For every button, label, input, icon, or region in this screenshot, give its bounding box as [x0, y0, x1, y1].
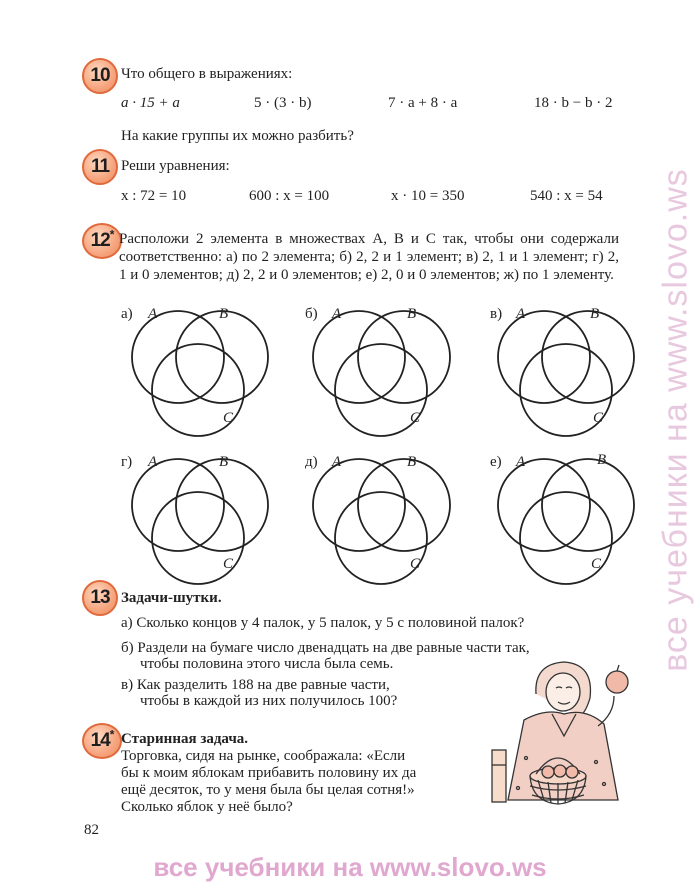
- venn-f-set-c: C: [591, 556, 602, 572]
- venn-f-label: е): [490, 454, 502, 470]
- expression-2: 5 · (3 · b): [254, 95, 312, 111]
- problem-14-badge: 14*: [82, 723, 122, 759]
- problem-11-badge: 11: [82, 149, 118, 185]
- venn-b: [313, 311, 450, 436]
- venn-a-set-a: A: [148, 306, 158, 322]
- venn-e-set-a: A: [332, 454, 342, 470]
- venn-e-set-b: B: [407, 454, 417, 470]
- problem-14-line3: ещё десяток, то у меня была бы целая сотня!»: [121, 782, 415, 798]
- problem-13-badge: 13: [82, 580, 118, 616]
- venn-c-label: в): [490, 306, 503, 322]
- problem-12-badge: 12*: [82, 223, 122, 259]
- venn-a-label: а): [121, 306, 133, 322]
- venn-d-set-c: C: [223, 556, 234, 572]
- venn-a-set-b: B: [219, 306, 229, 322]
- venn-a: [132, 311, 268, 436]
- problem-11-instruction: Реши уравнения:: [121, 158, 230, 174]
- venn-b-set-a: A: [332, 306, 342, 322]
- problem-12-text: Расположи 2 элемента в множествах A, B и C так, чтобы они содержали соответственно: а) по 2 элемента; б) 2, 2 и 1 элемент; в) 2, 1 и 1 элемент; г) 2, 1 и 0 элементов; д) 2, 2 и 0 элементов; е) 2, 0 и 0 элементов; ж) по 1 элементу.: [119, 231, 619, 283]
- expression-3: 7 · a + 8 · a: [388, 95, 458, 111]
- venn-c-set-b: B: [590, 306, 600, 322]
- problem-10-followup: На какие группы их можно разбить?: [121, 128, 354, 144]
- equation-2: 600 : x = 100: [249, 188, 330, 204]
- watermark-vertical: все учебники на www.slovo.ws: [656, 168, 695, 672]
- venn-c-set-a: A: [516, 306, 526, 322]
- problem-14-line2: бы к моим яблокам прибавить половину их да: [121, 765, 417, 781]
- equation-1: x : 72 = 10: [121, 188, 187, 204]
- problem-10-question: Что общего в выражениях:: [121, 66, 293, 82]
- venn-b-set-b: B: [407, 306, 417, 322]
- problem-13-part-c-line1: в) Как разделить 188 на две равные части,: [121, 677, 390, 693]
- venn-c-set-c: C: [593, 410, 604, 426]
- page-number: 82: [84, 822, 99, 838]
- venn-d: [132, 459, 268, 584]
- venn-d-label: г): [121, 454, 133, 470]
- problem-14-line1: Торговка, сидя на рынке, соображала: «Если: [121, 748, 406, 764]
- venn-c: [498, 311, 634, 436]
- equation-4: 540 : x = 54: [530, 188, 603, 204]
- venn-b-label: б): [305, 306, 318, 322]
- problem-13-part-b-line1: б) Раздели на бумаге число двенадцать на две равные части так,: [121, 640, 530, 656]
- venn-f: [498, 459, 634, 584]
- problem-13-part-b-line2: чтобы половина этого числа была семь.: [140, 656, 394, 672]
- venn-e-label: д): [305, 454, 318, 470]
- venn-e-set-c: C: [410, 556, 421, 572]
- venn-d-set-a: A: [148, 454, 158, 470]
- problem-14-title: Старинная задача.: [121, 731, 249, 747]
- problem-13-part-c-line2: чтобы в каждой из них получилось 100?: [140, 693, 398, 709]
- problem-13-part-a: а) Сколько концов у 4 палок, у 5 палок, у 5 с половиной палок?: [121, 615, 525, 631]
- expression-1: a · 15 + a: [121, 95, 180, 111]
- venn-d-set-b: B: [219, 454, 229, 470]
- watermark-bottom: все учебники на www.slovo.ws: [153, 852, 547, 882]
- equation-3: x · 10 = 350: [391, 188, 465, 204]
- problem-10-badge: 10: [82, 58, 118, 94]
- venn-e: [313, 459, 450, 584]
- problem-13-title: Задачи-шутки.: [121, 590, 222, 606]
- venn-f-set-b: B: [597, 452, 607, 468]
- problem-14-line4: Сколько яблок у неё было?: [121, 799, 293, 815]
- venn-f-set-a: A: [516, 454, 526, 470]
- market-woman-illustration: [486, 650, 636, 810]
- venn-a-set-c: C: [223, 410, 234, 426]
- venn-b-set-c: C: [410, 410, 421, 426]
- expression-4: 18 · b − b · 2: [534, 95, 613, 111]
